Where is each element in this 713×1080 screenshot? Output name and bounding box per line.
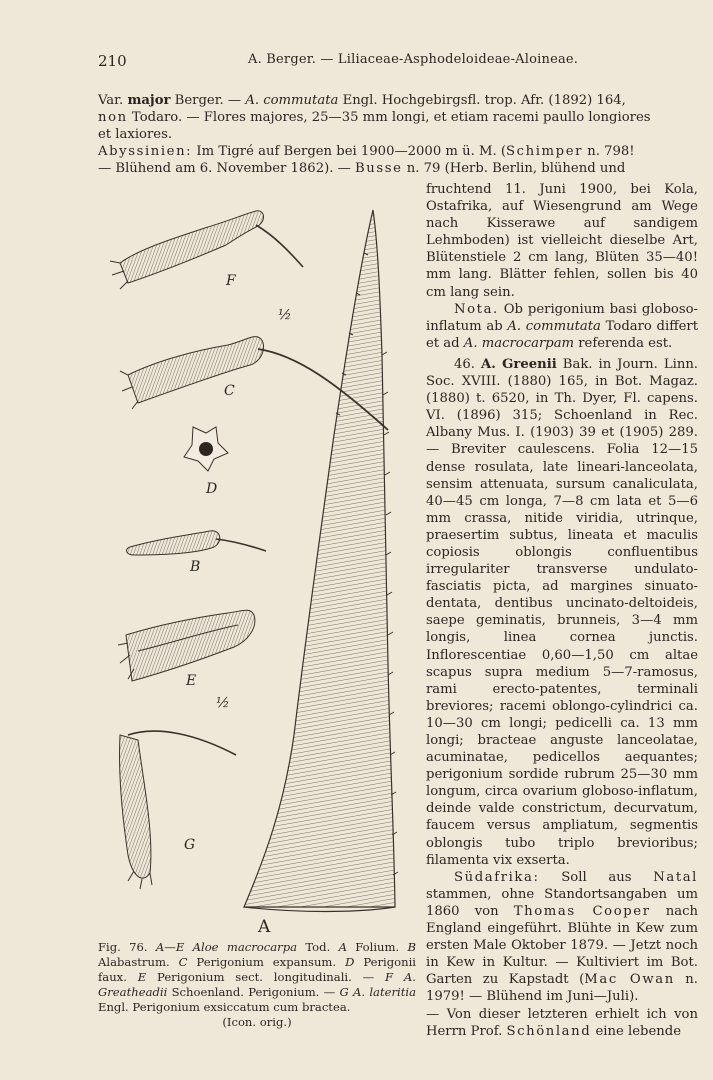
nota-c: referenda est.	[574, 335, 673, 351]
caption-t8: Engl. Perigonium exsiccatum cum bractea.	[98, 1000, 351, 1014]
collector-macowan: Mac Owan	[584, 972, 675, 988]
abyssinien-paragraph	[98, 143, 698, 177]
label-c: C	[224, 383, 235, 399]
scale-half-2: ½	[216, 695, 230, 711]
nota-label: Nota.	[454, 301, 499, 317]
last-a: — Von dieser letzteren erhielt ich von Herrn Prof.	[426, 1006, 698, 1039]
caption-fig: Fig. 76.	[98, 940, 156, 954]
caption-t1: Tod.	[297, 940, 339, 954]
label-b: B	[190, 559, 201, 575]
flower-f-drawing	[110, 211, 303, 289]
caption-a: A	[338, 940, 347, 954]
busse-continuation: fruchtend 11. Juni 1900, bei Kola, Ostafrika, auf Wiesengrund am Wege nach Kisserawe auf sandigem Lehmboden) ist vielleicht dieselbe Art, Blütenstiele 2 cm lang, Blüten 35—40! mm lang. Blätter fehlen, sollen bis 40 cm lang sein.	[426, 182, 698, 300]
nota-paragraph	[426, 301, 698, 352]
var-ref-rest: Engl. Hochgebirgsfl. trop. Afr. (1892) 164,	[338, 93, 626, 108]
caption-f: F A. Greatheadii	[98, 970, 416, 999]
var-major-paragraph	[98, 92, 698, 143]
botanical-figure	[98, 195, 418, 935]
caption-icon-orig: (Icon. orig.)	[222, 1015, 292, 1029]
abyssinien-text: Im Tigré auf Bergen bei 1900—2000 m ü. M. (	[192, 144, 507, 159]
var-author: Berger. —	[170, 93, 246, 108]
nota-species2: A. macrocarpam	[463, 335, 575, 351]
var-line3: et laxiores.	[98, 127, 173, 142]
caption-t7: Schoenland. Perigonium. —	[167, 985, 340, 999]
label-a: A	[258, 917, 271, 937]
last-b: eine lebende	[591, 1023, 681, 1039]
species-name: A. Greenii	[480, 356, 557, 372]
abyssinien-line2a: — Blühend am 6. November 1862). —	[98, 161, 355, 176]
sud-a: Soll aus	[539, 869, 654, 885]
species-number: 46.	[454, 356, 475, 372]
place-natal: Natal	[653, 869, 698, 885]
caption-b: B	[407, 940, 417, 954]
collector-busse: Busse	[355, 161, 403, 176]
nota-b: Todaro differt et ad	[426, 318, 698, 351]
var-ref: A. commutata	[245, 93, 339, 108]
sud-c: nach England eingeführt. Blühte in Kew zum ersten Male Oktober 1879. — Jetzt noch in Kew in Kultur. — Kultiviert im Bot. Garten zu Kapstadt (	[426, 903, 699, 988]
nota-a: Ob perigonium basi globoso-inflatum ab	[426, 301, 698, 334]
label-d: D	[206, 481, 218, 497]
label-f: F	[226, 273, 236, 289]
faux-d-drawing	[184, 427, 228, 471]
collector-schimper: Schimper	[506, 144, 584, 159]
species-description: Bak. in Journ. Linn. Soc. XVIII. (1880) 165, in Bot. Magaz. (1880) t. 6520, in Th. Dyer, Fl. capens. VI. (1896) 315; Schoenland in Rec. Albany Mus. I. (1903) 39 et (1905) 289. — Breviter caulescens. Folia 12—15 dense rosulata, late lineari-lanceolata, sensim attenuata, sursum canaliculata, 40—45 cm longa, 7—8 cm lata et 5—6 mm crassa, nitide viridia, utrinque, praesertim subtus, lineata et maculis copiosis oblongis confluentibus irregulariter transverse undulato-fasciatis picta, ad margines sinuato-dentata, dentibus uncinato-deltoideis, saepe geminatis, brunneis, 3—4 mm longis, linea cornea junctis. Inflorescentiae 0,60—1,50 cm altae scapus supra medium 5—7-ramosus, rami erecto-patentes, terminali breviores; racemi oblongo-cylindrici ca. 10—30 cm longi; pedicelli ca. 13 mm longi; bracteae anguste lanceolatae, acuminatae, pedicellos aequantes; perigonium sordide rubrum 25—30 mm longum, circa ovarium globoso-inflatum, deinde valde constrictum, decurvatum, faucem versus ampliatum, segmentis oblongis tubo triplo brevioribus; filamenta vix exserta.	[426, 356, 699, 868]
sud-d: n. 1979! — Blühend im Juni—Juli).	[426, 972, 698, 1005]
var-line2: Todaro. — Flores majores, 25—35 mm longi, et etiam racemi paullo longiores	[127, 110, 651, 125]
caption-t3: Alabastrum.	[98, 955, 179, 969]
caption-t6: Perigonium sect. longitudinali. —	[146, 970, 386, 984]
non-word: non	[98, 110, 128, 125]
last-paragraph	[426, 1006, 698, 1040]
figure-caption	[98, 940, 416, 1030]
caption-d: D	[345, 955, 355, 969]
page-number: 210	[98, 52, 127, 70]
right-column	[426, 181, 698, 1040]
running-title: A. Berger. — Liliaceae-Asphodeloideae-Aloineae.	[248, 52, 579, 67]
caption-t5: Perigonii faux.	[98, 955, 417, 984]
label-g: G	[184, 837, 196, 853]
abyssinien-label: Abyssinien:	[98, 144, 193, 159]
sudafrika-label: Südafrika:	[454, 869, 540, 885]
caption-aloe: Aloe macrocarpa	[192, 940, 298, 954]
label-e: E	[186, 673, 197, 689]
caption-e: E	[137, 970, 147, 984]
caption-g: G A. lateritia	[339, 985, 416, 999]
species-greenii-paragraph	[426, 356, 698, 869]
leaf-a-drawing	[244, 210, 398, 912]
figure-illustration	[98, 195, 418, 935]
abyssinien-text2: n. 798!	[583, 144, 635, 159]
flower-g-drawing	[119, 731, 236, 889]
caption-t2: Folium.	[346, 940, 408, 954]
sudafrika-paragraph	[426, 869, 698, 1006]
nota-species1: A. commutata	[507, 318, 601, 334]
collector-cooper: Thomas Cooper	[513, 903, 651, 919]
caption-c: C	[178, 955, 188, 969]
section-e-drawing	[118, 610, 255, 681]
caption-t4: Perigonium expansum.	[187, 955, 346, 969]
caption-ae: A—E	[155, 940, 193, 954]
bud-b-drawing	[127, 531, 266, 555]
abyssinien-line2b: n. 79 (Herb. Berlin, blühend und	[402, 161, 626, 176]
person-schonland: Schönland	[506, 1023, 592, 1039]
var-label: Var.	[98, 93, 124, 108]
scale-half-1: ½	[278, 307, 292, 323]
sud-b: stammen, ohne Standortsangaben um 1860 von	[426, 886, 698, 919]
var-name: major	[127, 93, 171, 108]
